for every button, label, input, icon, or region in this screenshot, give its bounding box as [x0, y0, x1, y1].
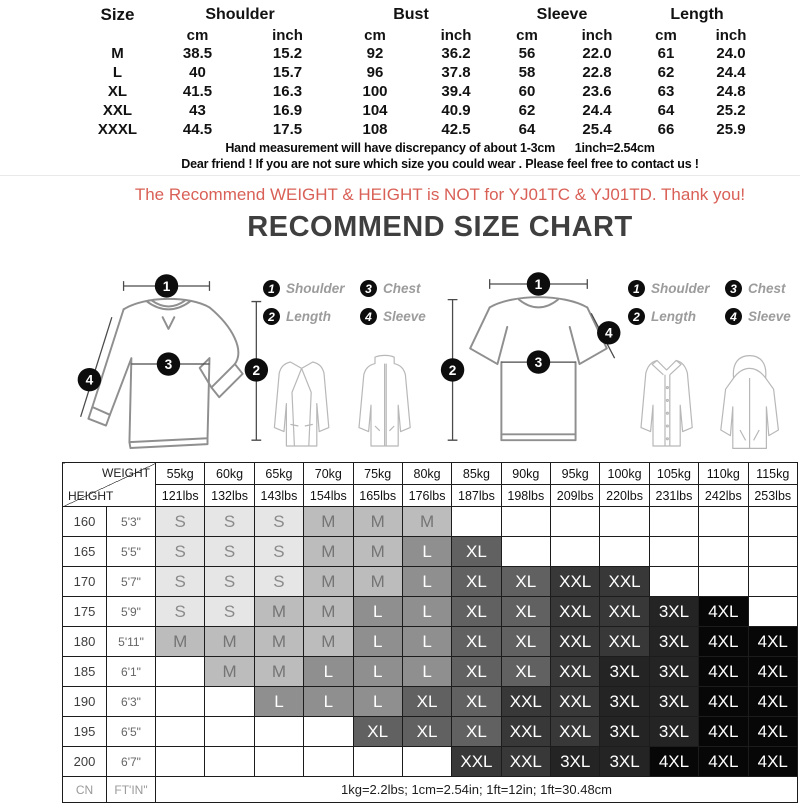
weight-height-corner-cell [63, 463, 156, 507]
size-cell: 4XL [699, 627, 748, 657]
measurement-value-cell: 44.5 [182, 121, 213, 138]
empty-cell [156, 657, 205, 687]
empty-cell [501, 507, 550, 537]
height-ftin-cell: 6'1" [107, 657, 156, 687]
size-cell: M [205, 627, 254, 657]
weight-kg-header: 85kg [452, 463, 501, 485]
empty-cell [649, 507, 698, 537]
measurement-value-cell: 17.5 [272, 121, 303, 138]
legend-item-sleeve [360, 308, 426, 325]
measure-legend [628, 280, 791, 325]
height-cm-cell: 185 [63, 657, 107, 687]
legend-label: Sleeve [748, 309, 791, 324]
chest-marker: 3 [534, 354, 543, 370]
measurement-value-cell: 38.5 [182, 45, 213, 62]
legend-item-length [628, 308, 725, 325]
size-cell: S [156, 507, 205, 537]
size-cell: S [156, 597, 205, 627]
empty-cell [699, 537, 748, 567]
height-ftin-cell: 5'7" [107, 567, 156, 597]
measurement-value-cell: 40.9 [441, 102, 471, 119]
height-cm-cell: 170 [63, 567, 107, 597]
grid-rows [63, 507, 798, 777]
size-cell: M [304, 627, 353, 657]
measure-legend [263, 280, 426, 325]
size-cell: XL [501, 567, 550, 597]
legend-label: Chest [383, 281, 421, 296]
weight-kg-header: 105kg [649, 463, 698, 485]
height-ftin-cell: 6'3" [107, 687, 156, 717]
empty-cell [649, 537, 698, 567]
measurement-value-cell: 16.3 [272, 83, 303, 100]
height-ftin-cell: 5'9" [107, 597, 156, 627]
weight-kg-header: 115kg [748, 463, 798, 485]
legend-num-icon: 2 [628, 308, 645, 325]
size-cell: S [254, 507, 303, 537]
shoulder-marker: 1 [534, 276, 543, 292]
size-cell: M [304, 597, 353, 627]
measurement-value-cell: 15.7 [272, 64, 303, 81]
size-cell: M [304, 537, 353, 567]
size-cell: XL [353, 717, 402, 747]
height-axis-label: HEIGHT [68, 489, 114, 503]
weight-lbs-header: 231lbs [649, 485, 698, 507]
recommend-size-grid [62, 462, 798, 803]
size-cell: XXL [600, 597, 649, 627]
empty-cell [254, 717, 303, 747]
height-ftin-cell: 5'11" [107, 627, 156, 657]
size-cell: S [205, 537, 254, 567]
warning-note: The Recommend WEIGHT & HEIGHT is NOT for YJ01TC & YJ01TD. Thank you! [134, 185, 746, 204]
size-cell: S [205, 597, 254, 627]
height-cm-cell: 195 [63, 717, 107, 747]
unit-inch: inch [715, 26, 747, 44]
size-cell: XL [501, 597, 550, 627]
measurement-value-cell: 25.4 [582, 121, 612, 138]
size-cell: L [304, 657, 353, 687]
weight-lbs-header: 187lbs [452, 485, 501, 507]
size-cell: 3XL [600, 657, 649, 687]
empty-cell [452, 507, 501, 537]
measurement-value-cell: 60 [518, 83, 536, 100]
measurement-value-cell: 61 [657, 45, 675, 62]
size-cell: M [304, 567, 353, 597]
size-row [85, 120, 762, 139]
size-cell: M [254, 597, 303, 627]
size-cell: 3XL [649, 717, 698, 747]
empty-cell [205, 687, 254, 717]
size-cell: L [304, 687, 353, 717]
short-sleeve-diagram-block [430, 268, 795, 464]
size-cell: XXL [501, 747, 550, 777]
legend-label: Shoulder [651, 281, 710, 296]
bust-group-header: Bust [393, 6, 429, 23]
empty-cell [600, 507, 649, 537]
size-cell: S [156, 567, 205, 597]
measurement-value-cell: 58 [518, 64, 536, 81]
sleeve-marker: 4 [604, 325, 613, 341]
grid-row [63, 567, 798, 597]
size-name-cell: M [111, 45, 124, 62]
size-cell: L [353, 657, 402, 687]
size-cell: XXL [551, 687, 600, 717]
measurement-value-cell: 100 [362, 83, 388, 100]
measurement-value-cell: 36.2 [441, 45, 471, 62]
grid-row [63, 537, 798, 567]
section-divider [0, 175, 800, 176]
height-cm-cell: 160 [63, 507, 107, 537]
height-ftin-cell: 6'5" [107, 717, 156, 747]
measurement-value-cell: 64 [518, 121, 536, 138]
length-group-header: Length [670, 6, 724, 23]
weight-kg-header: 80kg [402, 463, 451, 485]
size-cell: 3XL [551, 747, 600, 777]
legend-label: Shoulder [286, 281, 345, 296]
size-cell: XXL [551, 657, 600, 687]
hoodie-icon [710, 354, 790, 454]
size-cell: 3XL [649, 687, 698, 717]
legend-item-chest [725, 280, 791, 297]
unit-spacer [85, 26, 150, 44]
size-cell: 4XL [748, 687, 798, 717]
size-name-cell: L [112, 64, 123, 81]
weight-lbs-header: 253lbs [748, 485, 798, 507]
grid-row [63, 657, 798, 687]
lbs-header-row [63, 485, 798, 507]
measurement-value-cell: 39.4 [441, 83, 471, 100]
size-row [85, 101, 762, 120]
size-cell: M [402, 507, 451, 537]
weight-kg-header: 100kg [600, 463, 649, 485]
unit-header-row [85, 26, 762, 44]
grid-row [63, 507, 798, 537]
size-cell: L [402, 537, 451, 567]
size-cell: 4XL [748, 657, 798, 687]
weight-axis-label: WEIGHT [102, 466, 150, 480]
sleeve-group-header: Sleeve [536, 6, 588, 23]
measurement-value-cell: 43 [189, 102, 206, 119]
weight-kg-header: 110kg [699, 463, 748, 485]
grid-row [63, 747, 798, 777]
legend-item-shoulder [263, 280, 360, 297]
size-cell: XL [402, 717, 451, 747]
size-cell: S [156, 537, 205, 567]
size-cell: XL [402, 687, 451, 717]
size-cell: 3XL [649, 627, 698, 657]
weight-lbs-header: 143lbs [254, 485, 303, 507]
weight-lbs-header: 198lbs [501, 485, 550, 507]
cn-unit-label: CN [63, 777, 107, 803]
conversion-note: 1kg=2.2lbs; 1cm=2.54in; 1ft=12in; 1ft=30.48cm [156, 777, 798, 803]
measurement-value-cell: 24.0 [716, 45, 746, 62]
measurement-value-cell: 16.9 [272, 102, 303, 119]
size-cell: M [156, 627, 205, 657]
size-cell: 3XL [600, 717, 649, 747]
empty-cell [748, 537, 798, 567]
measurement-value-cell: 24.8 [716, 83, 746, 100]
measurement-value-cell: 25.2 [716, 102, 746, 119]
weight-lbs-header: 121lbs [156, 485, 205, 507]
legend-label: Sleeve [383, 309, 426, 324]
size-cell: M [353, 537, 402, 567]
measurement-value-cell: 24.4 [716, 64, 746, 81]
size-cell: XXL [600, 567, 649, 597]
weight-kg-header: 55kg [156, 463, 205, 485]
size-cell: 4XL [699, 657, 748, 687]
legend-num-icon: 4 [360, 308, 377, 325]
shoulder-group-header: Shoulder [205, 6, 275, 23]
size-cell: 4XL [699, 717, 748, 747]
legend-label: Length [651, 309, 696, 324]
legend-item-shoulder [628, 280, 725, 297]
empty-cell [304, 717, 353, 747]
size-measurement-table [85, 4, 762, 139]
size-cell: 4XL [649, 747, 698, 777]
grid-row [63, 597, 798, 627]
empty-cell [699, 567, 748, 597]
size-cell: XL [452, 567, 501, 597]
size-table-body [85, 44, 762, 139]
size-row [85, 63, 762, 82]
empty-cell [254, 747, 303, 777]
unit-inch: inch [440, 26, 472, 44]
sweatshirt-diagram [65, 268, 270, 464]
long-sleeve-diagram-block [65, 268, 430, 464]
measurement-value-cell: 42.5 [441, 121, 471, 138]
size-cell: XXL [600, 627, 649, 657]
legend-num-icon: 2 [263, 308, 280, 325]
length-marker: 2 [252, 362, 261, 378]
note-line-2: Dear friend ! If you are not sure which size you could wear . Please feel free to contact us ! [181, 157, 699, 171]
measurement-value-cell: 66 [657, 121, 675, 138]
measurement-value-cell: 40 [189, 64, 206, 81]
weight-lbs-header: 242lbs [699, 485, 748, 507]
empty-cell [748, 597, 798, 627]
unit-cm: cm [186, 26, 209, 44]
group-header-row [85, 4, 762, 26]
length-marker: 2 [448, 362, 457, 378]
legend-num-icon: 1 [263, 280, 280, 297]
size-name-cell: XXL [102, 102, 133, 119]
empty-cell [156, 687, 205, 717]
empty-cell [649, 567, 698, 597]
measurement-value-cell: 15.2 [272, 45, 303, 62]
size-cell: S [205, 507, 254, 537]
size-cell: XXL [551, 717, 600, 747]
sleeve-marker: 4 [85, 372, 94, 388]
size-name-cell: XXXL [97, 121, 138, 138]
empty-cell [748, 567, 798, 597]
weight-kg-header: 65kg [254, 463, 303, 485]
legend-label: Chest [748, 281, 786, 296]
size-cell: XXL [501, 687, 550, 717]
size-cell: 3XL [600, 747, 649, 777]
weight-kg-header: 90kg [501, 463, 550, 485]
size-cell: XXL [501, 717, 550, 747]
size-cell: XXL [452, 747, 501, 777]
size-cell: XL [452, 657, 501, 687]
empty-cell [551, 507, 600, 537]
size-cell: XL [501, 657, 550, 687]
size-cell: S [254, 567, 303, 597]
weight-lbs-header: 165lbs [353, 485, 402, 507]
measurement-value-cell: 22.8 [582, 64, 612, 81]
weight-kg-header: 75kg [353, 463, 402, 485]
size-cell: L [254, 687, 303, 717]
empty-cell [402, 747, 451, 777]
size-cell: 4XL [748, 747, 798, 777]
page-title: RECOMMEND SIZE CHART [247, 211, 633, 243]
size-cell: M [254, 627, 303, 657]
height-cm-cell: 190 [63, 687, 107, 717]
measurement-value-cell: 24.4 [582, 102, 612, 119]
size-cell: L [402, 657, 451, 687]
empty-cell [353, 747, 402, 777]
grid-row [63, 627, 798, 657]
grid-row [63, 687, 798, 717]
measurement-value-cell: 96 [366, 64, 384, 81]
empty-cell [551, 537, 600, 567]
empty-cell [501, 537, 550, 567]
legend-item-sleeve [725, 308, 791, 325]
zip-jacket-icon [345, 354, 425, 454]
size-name-cell: XL [107, 83, 128, 100]
weight-kg-header: 60kg [205, 463, 254, 485]
empty-cell [304, 747, 353, 777]
size-cell: 3XL [600, 687, 649, 717]
empty-cell [699, 507, 748, 537]
chest-marker: 3 [164, 356, 173, 372]
empty-cell [600, 537, 649, 567]
shoulder-marker: 1 [162, 278, 171, 294]
legend-num-icon: 3 [725, 280, 742, 297]
size-cell: XL [452, 627, 501, 657]
empty-cell [748, 507, 798, 537]
size-cell: XXL [551, 597, 600, 627]
measurement-value-cell: 56 [518, 45, 536, 62]
height-cm-cell: 180 [63, 627, 107, 657]
size-cell: L [402, 567, 451, 597]
size-cell: M [304, 507, 353, 537]
size-cell: XXL [551, 567, 600, 597]
weight-lbs-header: 209lbs [551, 485, 600, 507]
size-cell: XL [452, 597, 501, 627]
measurement-value-cell: 104 [362, 102, 388, 119]
grid-row [63, 717, 798, 747]
size-cell: L [353, 687, 402, 717]
tshirt-diagram [435, 268, 640, 464]
weight-lbs-header: 154lbs [304, 485, 353, 507]
height-cm-cell: 200 [63, 747, 107, 777]
size-cell: XL [501, 627, 550, 657]
height-ftin-cell: 5'5" [107, 537, 156, 567]
weight-lbs-header: 132lbs [205, 485, 254, 507]
unit-cm: cm [364, 26, 386, 44]
size-cell: M [353, 507, 402, 537]
size-cell: M [205, 657, 254, 687]
size-cell: L [353, 597, 402, 627]
legend-item-length [263, 308, 360, 325]
size-cell: XL [452, 537, 501, 567]
measurement-value-cell: 62 [657, 64, 675, 81]
measurement-value-cell: 25.9 [716, 121, 746, 138]
size-cell: XXL [551, 627, 600, 657]
size-cell: 3XL [649, 657, 698, 687]
empty-cell [156, 747, 205, 777]
note-line-1: Hand measurement will have discrepancy of about 1-3cm 1inch=2.54cm [225, 141, 655, 155]
unit-inch: inch [272, 26, 303, 44]
measurement-value-cell: 62 [518, 102, 536, 119]
size-cell: L [402, 627, 451, 657]
weight-lbs-header: 176lbs [402, 485, 451, 507]
legend-num-icon: 3 [360, 280, 377, 297]
size-cell: 4XL [699, 597, 748, 627]
ftin-unit-label: FT'IN" [107, 777, 156, 803]
measurement-value-cell: 41.5 [182, 83, 213, 100]
measurement-value-cell: 23.6 [582, 83, 612, 100]
weight-lbs-header: 220lbs [600, 485, 649, 507]
empty-cell [205, 717, 254, 747]
size-row [85, 44, 762, 63]
weight-kg-header: 95kg [551, 463, 600, 485]
legend-num-icon: 4 [725, 308, 742, 325]
size-cell: M [353, 567, 402, 597]
size-cell: S [205, 567, 254, 597]
size-cell: L [402, 597, 451, 627]
empty-cell [205, 747, 254, 777]
kg-header-row [63, 463, 798, 485]
size-cell: 3XL [649, 597, 698, 627]
height-ftin-cell: 6'7" [107, 747, 156, 777]
height-cm-cell: 175 [63, 597, 107, 627]
size-cell: XL [452, 687, 501, 717]
measurement-notes [80, 140, 800, 172]
grid-footer-row [63, 777, 798, 803]
size-column-header: Size [100, 5, 135, 24]
size-cell: 4XL [699, 747, 748, 777]
empty-cell [156, 717, 205, 747]
size-cell: S [254, 537, 303, 567]
legend-num-icon: 1 [628, 280, 645, 297]
size-cell: 4XL [748, 717, 798, 747]
unit-inch: inch [581, 26, 613, 44]
measurement-value-cell: 64 [657, 102, 675, 119]
legend-label: Length [286, 309, 331, 324]
size-cell: L [353, 627, 402, 657]
size-cell: M [254, 657, 303, 687]
measurement-value-cell: 92 [366, 45, 384, 62]
size-row [85, 82, 762, 101]
size-cell: 4XL [748, 627, 798, 657]
measurement-value-cell: 37.8 [441, 64, 471, 81]
button-shirt-icon [627, 354, 707, 454]
measurement-value-cell: 63 [657, 83, 675, 100]
unit-cm: cm [655, 26, 677, 44]
measurement-value-cell: 108 [362, 121, 388, 138]
size-cell: XL [452, 717, 501, 747]
height-cm-cell: 165 [63, 537, 107, 567]
legend-item-chest [360, 280, 426, 297]
size-cell: 4XL [699, 687, 748, 717]
measurement-value-cell: 22.0 [582, 45, 612, 62]
blazer-icon [262, 354, 342, 454]
weight-kg-header: 70kg [304, 463, 353, 485]
unit-cm: cm [516, 26, 538, 44]
height-ftin-cell: 5'3" [107, 507, 156, 537]
